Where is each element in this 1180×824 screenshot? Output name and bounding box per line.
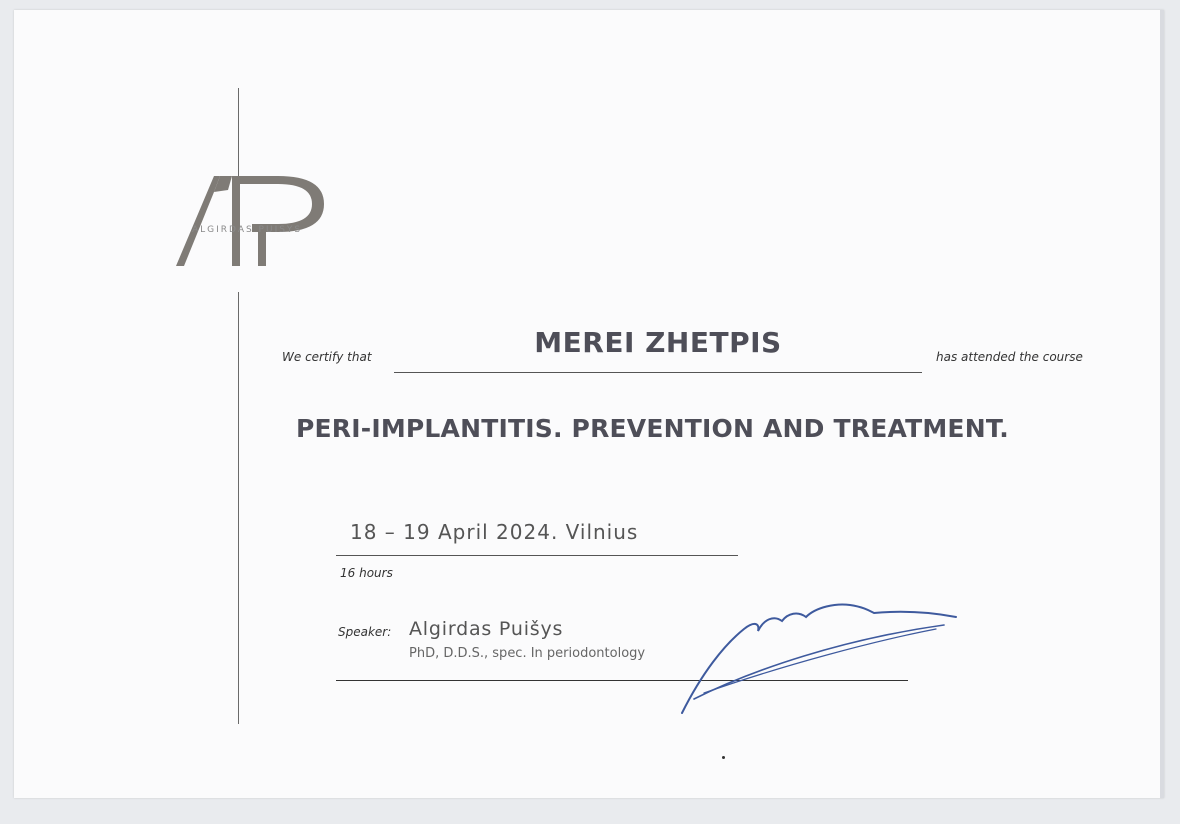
- ap-monogram-icon: [174, 170, 324, 270]
- ap-logo: [174, 170, 324, 270]
- certificate-sheet: [14, 10, 1164, 798]
- course-title: PERI-IMPLANTITIS. PREVENTION AND TREATMENT.: [296, 414, 1009, 443]
- recipient-underline: [394, 372, 922, 373]
- speaker-name: Algirdas Puišys: [409, 618, 564, 640]
- recipient-name: MEREI ZHETPIS: [534, 326, 782, 359]
- ink-dot: [722, 756, 725, 759]
- frame-edge: [1160, 10, 1164, 798]
- speaker-label: Speaker:: [338, 625, 392, 639]
- signature-icon: [674, 595, 964, 725]
- speaker-title: PhD, D.D.S., spec. In periodontology: [409, 646, 646, 661]
- vertical-rule-bottom: [238, 292, 239, 724]
- certify-text: We certify that: [282, 350, 372, 364]
- attended-text: has attended the course: [936, 350, 1083, 364]
- date-underline: [336, 555, 738, 556]
- date-location: 18 – 19 April 2024. Vilnius: [350, 520, 639, 544]
- logo-wordmark: ALGIRDAS PUISYS: [192, 225, 303, 235]
- course-hours: 16 hours: [340, 566, 393, 580]
